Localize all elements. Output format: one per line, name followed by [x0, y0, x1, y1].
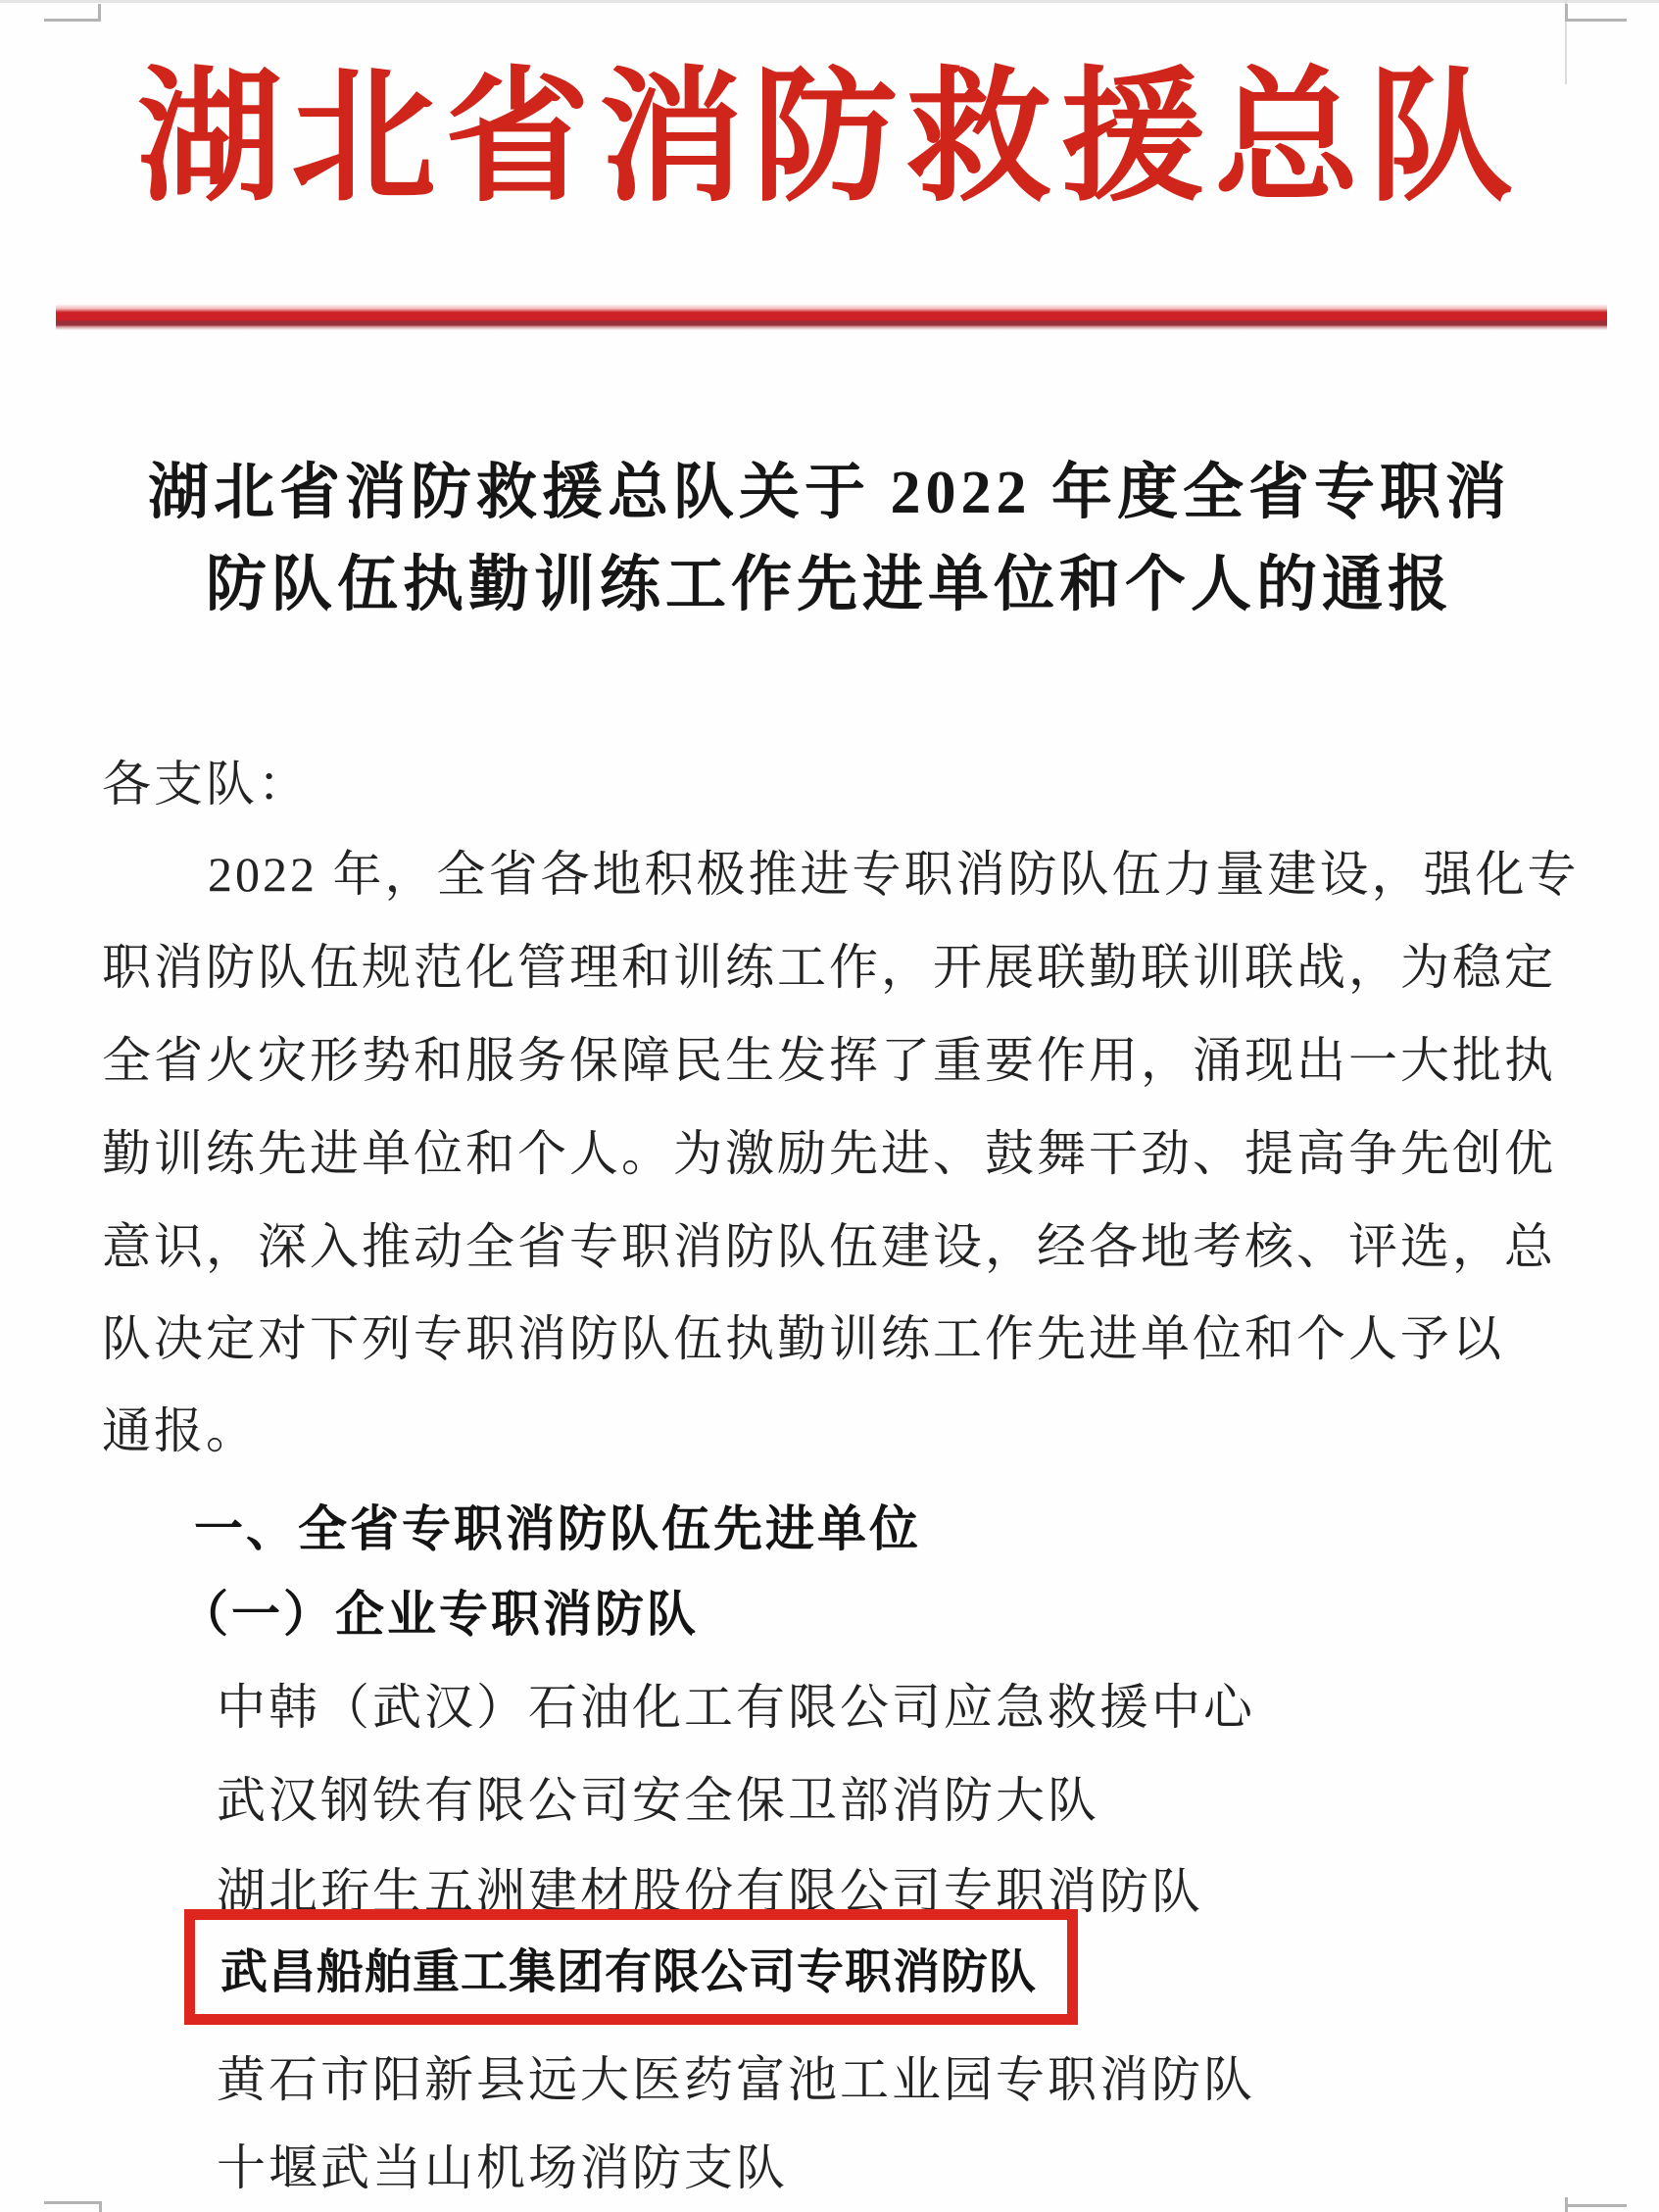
- letterhead-org-name: 湖北省消防救援总队: [137, 59, 1522, 220]
- document-title-line2: 防队伍执勤训练工作先进单位和个人的通报: [205, 552, 1453, 618]
- unit-item: 武汉钢铁有限公司安全保卫部消防大队: [217, 1773, 1099, 1828]
- salutation: 各支队：: [102, 757, 310, 811]
- margin-mark-top-left-v: [98, 4, 101, 22]
- letterhead-divider-rule: [56, 304, 1607, 330]
- document-title-line1: 湖北省消防救援总队关于 2022 年度全省专职消: [147, 460, 1511, 526]
- paragraph-line: 职消防队伍规范化管理和训练工作，开展联勤联训联战，为稳定: [102, 940, 1556, 995]
- unit-item: 湖北珩生五洲建材股份有限公司专职消防队: [217, 1864, 1203, 1919]
- margin-mark-bottom-right-v: [1565, 2197, 1568, 2212]
- subsection-heading-1: （一）企业专职消防队: [179, 1587, 699, 1642]
- unit-item: 十堰武当山机场消防支队: [217, 2140, 788, 2195]
- highlight-annotation-box: [184, 1909, 1078, 2025]
- scan-top-edge: [0, 0, 1659, 3]
- paragraph-line: 意识，深入推动全省专职消防队伍建设，经各地考核、评选，总: [102, 1219, 1556, 1274]
- unit-item: 中韩（武汉）石油化工有限公司应急救援中心: [217, 1680, 1255, 1735]
- unit-item-highlighted: 武昌船舶重工集团有限公司专职消防队: [220, 1945, 1038, 1998]
- paragraph-line: 全省火灾形势和服务保障民生发挥了重要作用，涌现出一大批执: [102, 1033, 1556, 1088]
- margin-mark-bottom-left-h: [44, 2201, 102, 2204]
- margin-mark-bottom-right-h: [1565, 2204, 1627, 2207]
- margin-mark-top-right-v: [1565, 4, 1568, 22]
- paragraph-line: 勤训练先进单位和个人。为激励先进、鼓舞干劲、提高争先创优: [102, 1126, 1556, 1181]
- paragraph-line: 通报。: [102, 1403, 258, 1458]
- paragraph-line: 队决定对下列专职消防队伍执勤训练工作先进单位和个人予以: [102, 1311, 1504, 1366]
- margin-mark-bottom-left-v: [99, 2201, 102, 2212]
- unit-item: 黄石市阳新县远大医药富池工业园专职消防队: [217, 2052, 1255, 2107]
- section-heading-1: 一、全省专职消防队伍先进单位: [194, 1501, 921, 1556]
- paragraph-line: 2022 年，全省各地积极推进专职消防队伍力量建设，强化专: [208, 847, 1580, 902]
